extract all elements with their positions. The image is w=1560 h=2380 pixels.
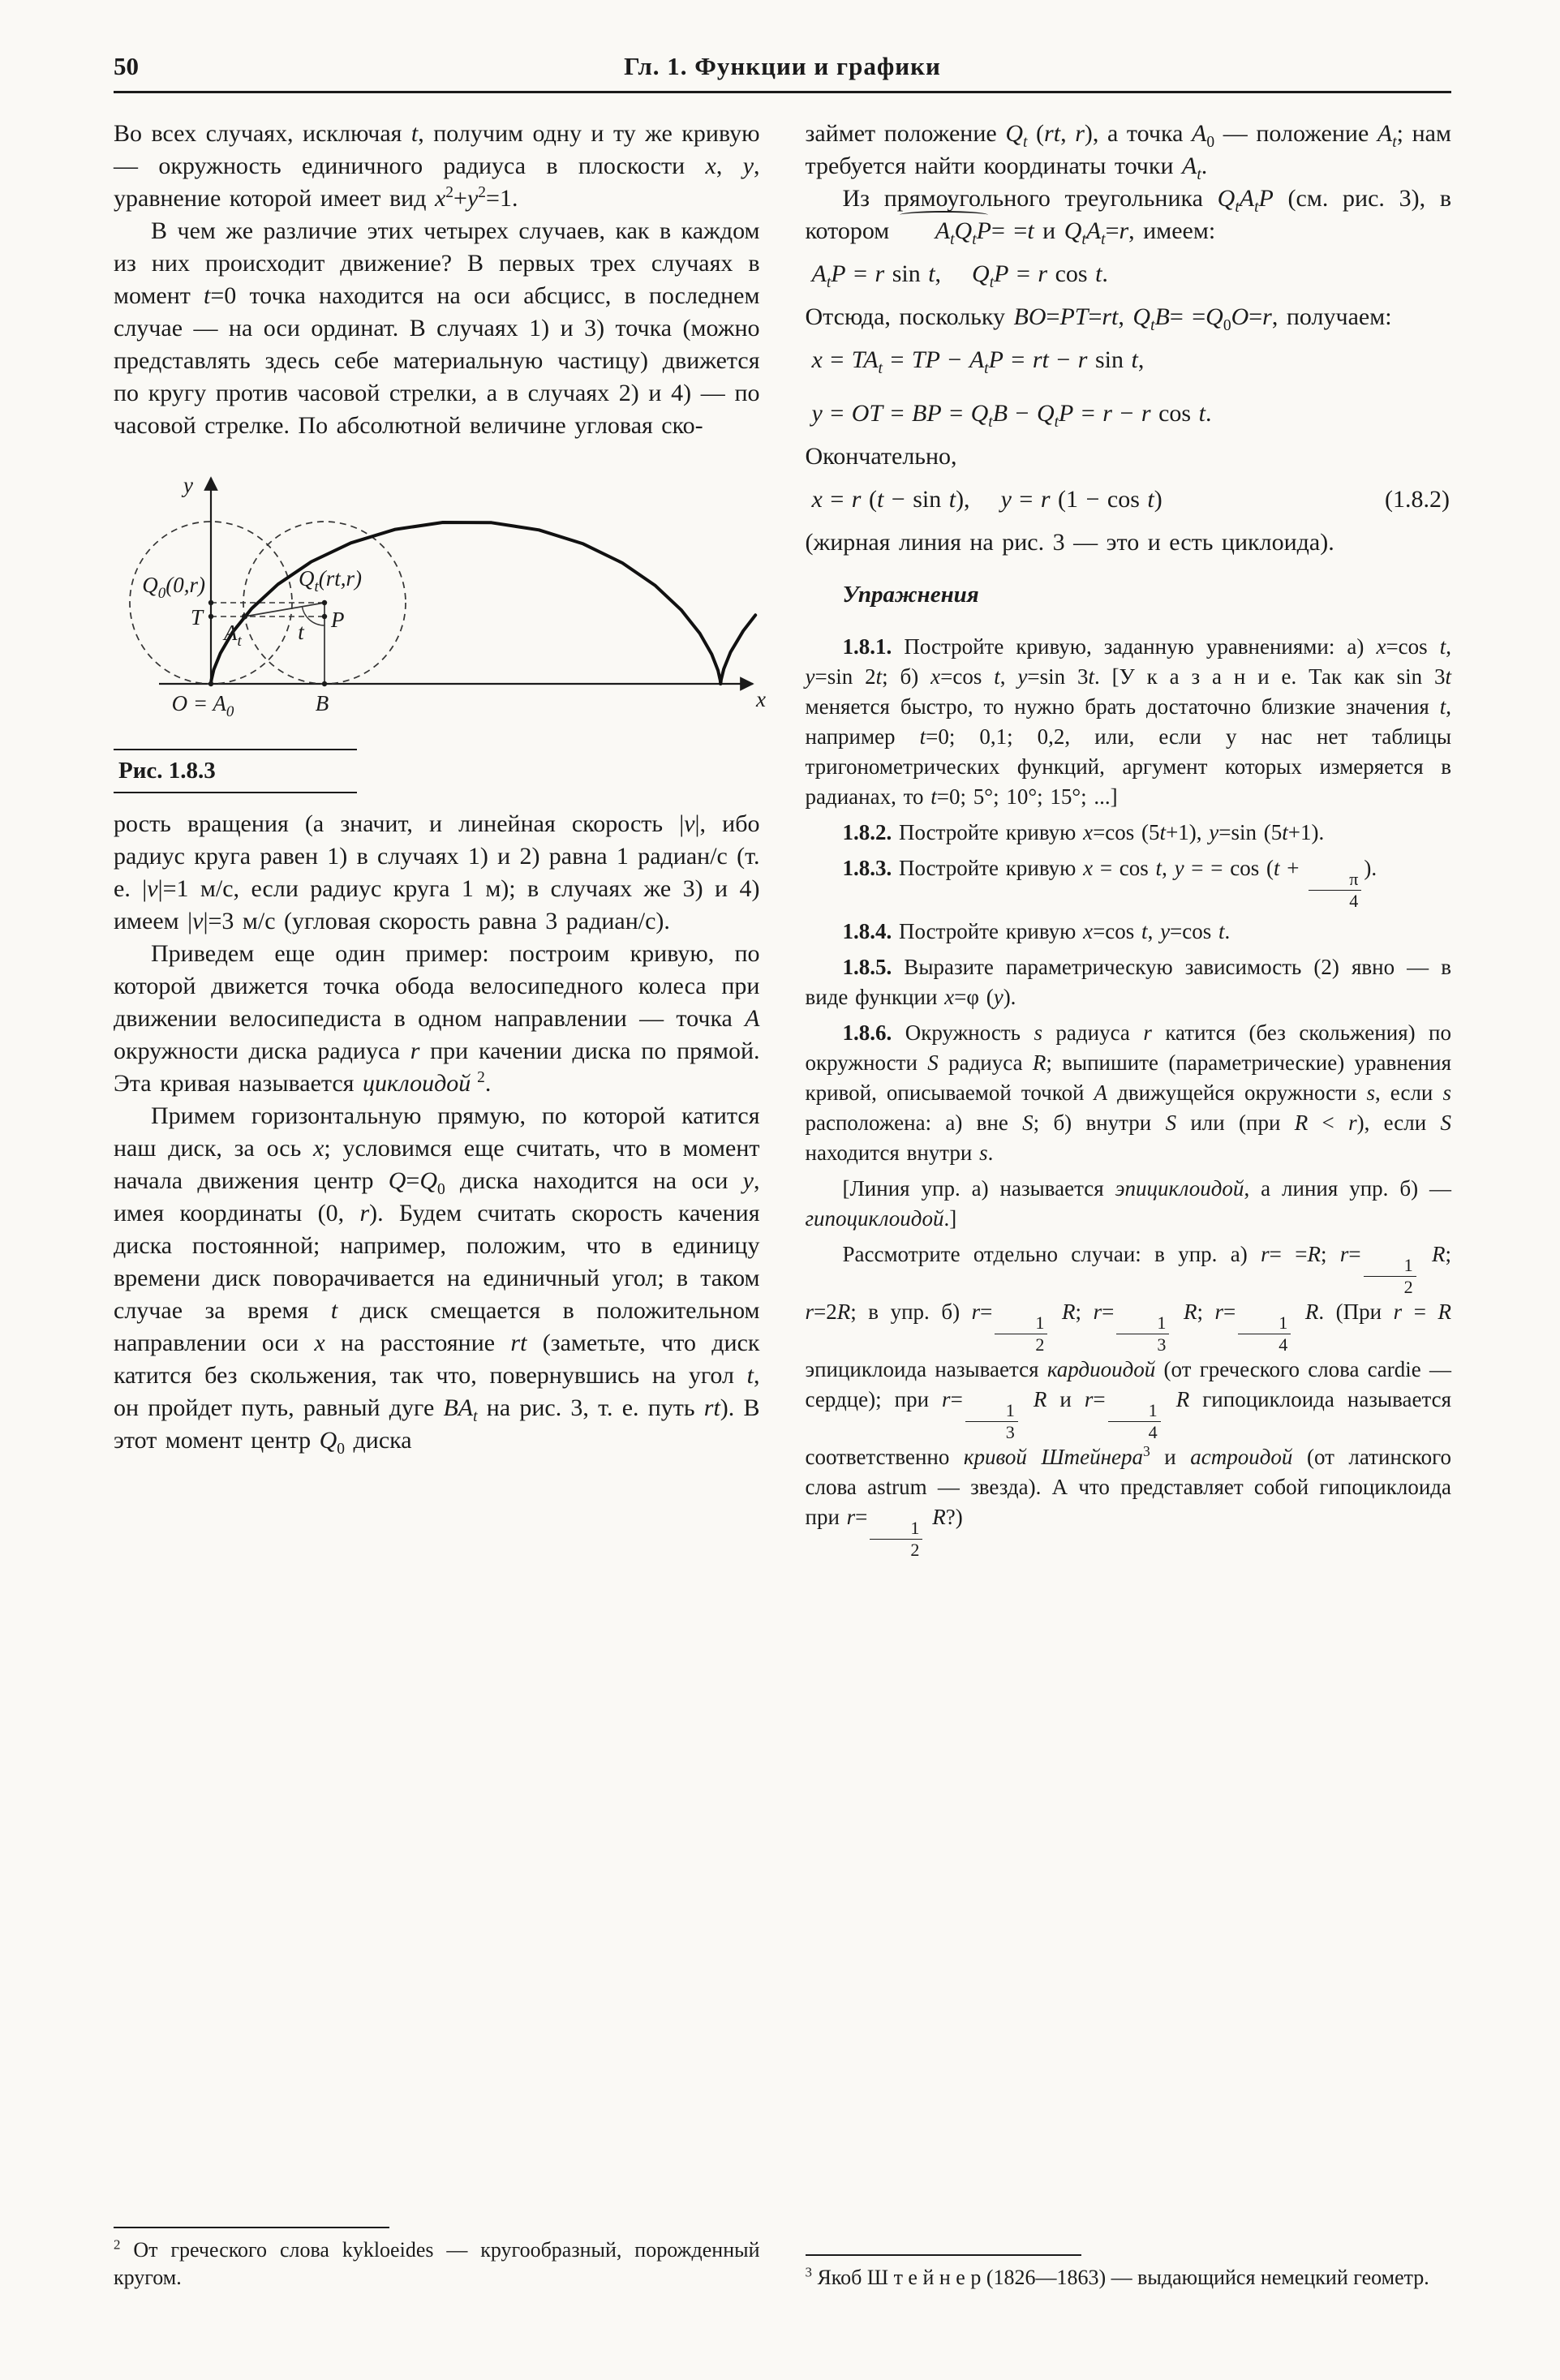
label-y-axis: y: [183, 473, 193, 497]
exercise-1-8-3: 1.8.3. Постройте кривую x = cos t, y = = cos (t + $\frac{\pi}{4}$ ).: [842, 856, 1377, 911]
page-number: 50: [114, 52, 139, 80]
cycloid-figure: [114, 465, 771, 737]
footnote-right: [806, 2235, 1452, 2292]
point-T: [208, 614, 213, 619]
label-Q0: $Q_0(0,r)$: [142, 573, 205, 602]
footnote-rule: [114, 2227, 389, 2228]
label-x-axis: x: [756, 687, 766, 711]
exercises-heading: Упражнения: [842, 582, 979, 608]
exercise-cases: Рассмотрите отдельно случаи: в упр. а) r= =R; r= $\frac{1}{2}$ R; r=2R; в упр. б) r= $\frac{1}{2}$ R; r= $\frac{1}{3}$ R; r= $\frac{1}{4}$ R. (При r = R эпициклоида называется кардиоидой (от греческого слова cardie — сердце); при r= $\frac{1}{3}$ R и r= $\frac{1}{4}$ R гипоциклоида называется соответственно кривой Штейнера$^3$ и астроидой (от латинского слова astrum — звезда). А что представляет собой гипоциклоида при r= $\frac{1}{2}$ R?): [805, 1242, 1452, 1560]
exercises-block: [806, 626, 1452, 1566]
label-angle-t: t: [298, 620, 304, 644]
equation: $A_tP = r$ sin t, $Q_tP = r$ cos t.: [811, 260, 1108, 291]
footnote-text: $^3$ Якоб Ш т е й н е р (1826—1863) — выдающийся немецкий геометр.: [805, 2264, 1429, 2289]
left-column: [114, 118, 766, 2292]
paragraph: Из прямоугольного треугольника $Q_tA_tP$ (см. рис. 3), в котором $A_tQ_tP= =t$ и $Q_tA_t=r$, имеем:: [805, 185, 1451, 248]
label-Qt: $Q_t(rt,r)$: [299, 566, 363, 595]
exercise-1-8-2: 1.8.2. Постройте кривую x=cos (5t+1), y=sin (5t+1).: [842, 820, 1325, 844]
exercise-1-8-5: 1.8.5. Выразите параметрическую зависимость (2) явно — в виде функции x=φ (y).: [805, 955, 1451, 1010]
footnote-left: [114, 2207, 760, 2292]
equation: y = OT = BP = $Q_tB - Q_tP = r - r$ cos t.: [811, 400, 1212, 431]
paragraph: (жирная линия на рис. 3 — это и есть циклоида).: [805, 529, 1334, 556]
footnote-text: $^2$ От греческого слова kykloeides — кругообразный, порожденный кругом.: [114, 2236, 760, 2289]
equation-numbered: [806, 483, 1452, 517]
exercise-note: [Линия упр. а) называется эпициклоидой, а линия упр. б) — гипоциклоидой.]: [805, 1176, 1451, 1231]
label-B: B: [315, 691, 329, 715]
page-header: [114, 52, 1451, 93]
point-O: [208, 681, 213, 686]
point-Q0: [208, 600, 213, 605]
paragraph: Окончательно,: [805, 443, 957, 470]
paragraph: Во всех случаях, исключая t, получим одну и ту же кривую — окружность единичного радиуса в плоскости x, y, уравнение которой имеет вид $x^2+y^2=1$.: [114, 120, 760, 212]
paragraph: Приведем еще один пример: построим кривую, по которой движется точка обода велосипедного колеса при движении велосипедиста в одном направлении — точка A окружности диска радиуса r при качении диска по прямой. Эта кривая называется циклоидой $^2$.: [114, 940, 760, 1097]
exercise-1-8-4: 1.8.4. Постройте кривую x=cos t, y=cos t.: [842, 919, 1231, 944]
chapter-title: Гл. 1. Функции и графики: [624, 52, 941, 80]
paragraph: займет положение $Q_t$ (rt, r), а точка $A_0$ — положение $A_t$; нам требуется найти координаты точки $A_t$.: [805, 120, 1451, 183]
two-column-layout: [114, 118, 1451, 2292]
paragraph: Примем горизонтальную прямую, по которой катится наш диск, за ось x; условимся еще считать, что в момент начала движения центр $Q=Q_0$ диска находится на оси y, имея координаты (0, r). Будем считать скорость качения диска постоянной; например, положим, что в единицу времени диск поворачивается на единичный угол; в таком случае за время t диск смещается в положительном направлении оси x на расстояние rt (заметьте, что диск катится без скольжения, так что, повернувшись на угол t, он пройдет путь, равный дуге $BA_t$ на рис. 3, т. е. путь rt). В этот момент центр $Q_0$ диска: [114, 1102, 760, 1458]
paragraph: рость вращения (а значит, и линейная скорость |v|, ибо радиус круга равен 1) в случаях 1) и 2) равна 1 радиан/с (т. е. |v|=1 м/с, если радиус круга 1 м); в случаях же 3) и 4) имеем |v|=3 м/с (угловая скорость равна 3 радиан/с).: [114, 810, 760, 934]
label-T: T: [190, 605, 203, 629]
point-P: [322, 614, 327, 619]
exercise-1-8-6: 1.8.6. Окружность s радиуса r катится (без скольжения) по окружности S радиуса R; выпишите (параметрические) уравнения кривой, описываемой точкой A движущейся окружности s, если s расположена: а) вне S; б) внутри S или (при R < r), если S находится внутри s.: [805, 1020, 1452, 1166]
paragraph: В чем же различие этих четырех случаев, как в каждом из них происходит движение? В первых трех случаях в момент t=0 точка находится на оси абсцисс, в последнем случае — на оси ординат. В случаях 1) и 3) точка (можно представлять здесь себе материальную частицу) движется по кругу против часовой стрелки, а в случаях 2) и 4) — по часовой стрелке. По абсолютной величине угловая ско-: [114, 217, 760, 439]
exercise-1-8-1: 1.8.1. Постройте кривую, заданную уравнениями: а) x=cos t, y=sin 2t; б) x=cos t, y=sin 3t. [У к а з а н и е. Так как sin 3t меняется быстро, то нужно брать достаточно близкие значения t, например t=0; 0,1; 0,2, или, если у нас нет таблицы тригонометрических функций, аргумент которых измеряется в радианах, то t=0; 5°; 10°; 15°; ...]: [805, 634, 1452, 809]
equation: $x = TA_t$ = TP − $A_tP$ = rt − r sin t,: [811, 346, 1145, 377]
equation-number: (1.8.2): [1385, 486, 1450, 513]
figure-caption: Рис. 1.8.3: [114, 749, 357, 793]
point-B: [322, 681, 327, 686]
label-origin: $O = A_0$: [171, 691, 234, 720]
right-column: [806, 118, 1452, 2292]
point-Qt: [322, 600, 327, 605]
label-At: $A_t$: [224, 621, 242, 650]
footnote-rule: [806, 2254, 1081, 2256]
paragraph: Отсюда, поскольку BO=PT=rt, $Q_tB= =Q_0O=r$, получаем:: [805, 303, 1392, 334]
label-P: P: [331, 608, 345, 632]
equation-body: x = r (t − sin t), y = r (1 − cos t): [811, 486, 1162, 513]
point-At: [242, 613, 247, 619]
figure-1-8-3: [114, 465, 766, 793]
